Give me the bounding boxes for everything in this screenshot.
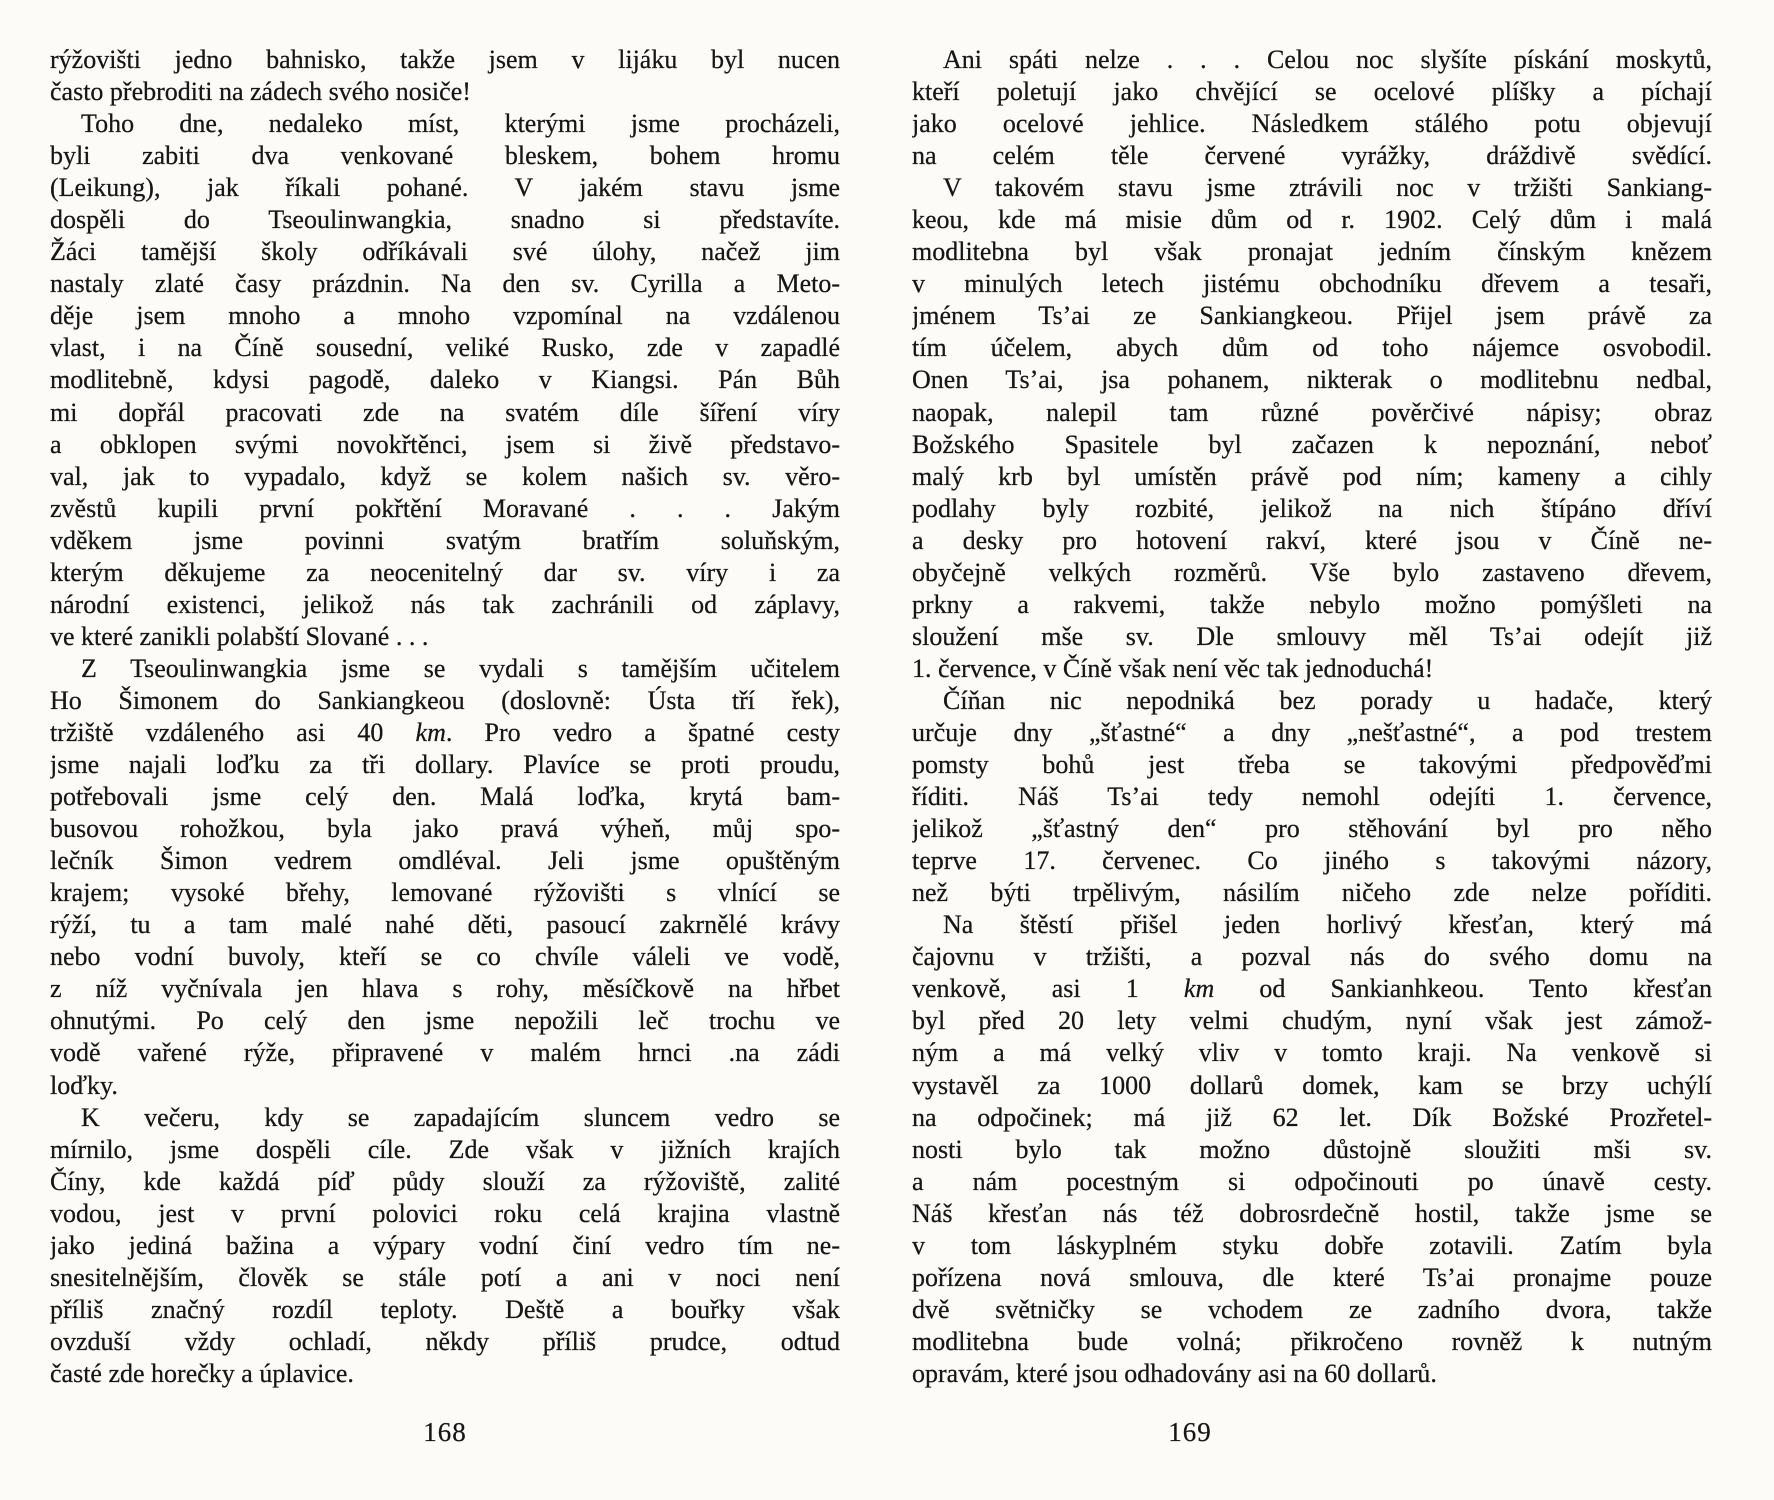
text-line: malý krb byl umístěn právě pod ním; kameny a cihly — [912, 461, 1712, 491]
text-line: K večeru, kdy se zapadajícím sluncem vedro se — [81, 1102, 840, 1132]
text-line: prkny a rakvemi, takže nebylo možno pomýšleti na — [912, 589, 1712, 619]
text-line: a desky pro hotovení rakví, které jsou v Číně ne- — [912, 525, 1712, 555]
text-line: jelikož „šťastný den“ pro stěhování byl pro něho — [912, 814, 1712, 844]
text-line: Číny, kde každá píď půdy slouží za rýžoviště, zalité — [50, 1166, 840, 1196]
text-line: vystavěl za 1000 dollarů domek, kam se brzy uchýlí — [912, 1070, 1712, 1100]
text-line: vodě vařené rýže, připravené v malém hrnci .na zádi — [50, 1038, 840, 1068]
text-line: děje jsem mnoho a mnoho vzpomínal na vzdálenou — [50, 301, 840, 331]
text-line: Ani spáti nelze . . . Celou noc slyšíte pískání moskytů, — [943, 45, 1712, 74]
text-line: Toho dne, nedaleko míst, kterými jsme procházeli, — [81, 109, 840, 139]
text-line: podlahy byly rozbité, jelikož na nich štípáno dříví — [912, 493, 1712, 523]
text-line: ným a má velký vliv v tomto kraji. Na venkově si — [912, 1038, 1712, 1068]
text-line: vlast, i na Číně sousední, veliké Rusko, zde v zapadlé — [50, 333, 840, 363]
text-line: 1. července, v Číně však není věc tak jednoduchá! — [912, 653, 1434, 683]
text-line: byl před 20 lety velmi chudým, nyní však jest zámož- — [912, 1006, 1712, 1036]
text-line: Žáci tamější školy odříkávali své úlohy, načež jim — [50, 237, 840, 267]
text-line: na celém těle červené vyrážky, dráždivě svědící. — [912, 141, 1712, 171]
text-line: jako jediná bažina a výpary vodní činí vedro tím ne- — [50, 1230, 840, 1260]
text-line: časté zde horečky a úplavice. — [50, 1358, 354, 1388]
text-line: z níž vyčnívala jen hlava s rohy, měsíčkově na hřbet — [50, 974, 840, 1004]
text-line: Božského Spasitele byl začazen k nepoznání, neboť — [912, 429, 1712, 459]
text-line: příliš značný rozdíl teploty. Deště a bouřky však — [50, 1294, 840, 1324]
text-line: dvě světničky se vchodem ze zadního dvora, takže — [912, 1294, 1712, 1324]
text-line: tím účelem, abych dům od toho nájemce osvobodil. — [912, 333, 1712, 363]
text-line: ve které zanikli polabští Slované . . . — [50, 621, 429, 651]
text-line: rýží, tu a tam malé nahé děti, pasoucí zakrnělé krávy — [50, 910, 840, 940]
text-line: ohnutými. Po celý den jsme nepožili leč trochu ve — [50, 1006, 840, 1036]
text-line: modlitebně, kdysi pagodě, daleko v Kiangsi. Pán Bůh — [50, 365, 840, 395]
text-line: Číňan nic nepodniká bez porady u hadače, který — [943, 685, 1712, 715]
text-line: Onen Ts’ai, jsa pohanem, nikterak o modlitebnu nedbal, — [912, 365, 1712, 395]
page-number-right: 169 — [1168, 1417, 1212, 1447]
text-line: V takovém stavu jsme ztrávili noc v tržišti Sankiang- — [943, 173, 1712, 203]
text-line: (Leikung), jak říkali pohané. V jakém stavu jsme — [50, 173, 840, 203]
text-line: rýžovišti jedno bahnisko, takže jsem v lijáku byl nucen — [50, 45, 840, 74]
text-line: potřebovali jsme celý den. Malá loďka, krytá bam- — [50, 782, 840, 812]
page-number-left: 168 — [423, 1417, 467, 1447]
text-line: obyčejně velkých rozměrů. Vše bylo zastaveno dřevem, — [912, 557, 1712, 587]
text-line: říditi. Náš Ts’ai tedy nemohl odejíti 1. července, — [912, 782, 1712, 812]
text-line: pořízena nová smlouva, dle které Ts’ai pronajme pouze — [912, 1262, 1712, 1292]
text-line: nebo vodní buvoly, kteří se co chvíle váleli ve vodě, — [50, 942, 840, 972]
text-line: byli zabiti dva venkované bleskem, bohem hromu — [50, 141, 840, 171]
text-line: a obklopen svými novokřtěnci, jsem si živě představo- — [50, 429, 840, 459]
page-right-text — [912, 44, 1712, 1390]
text-line: snesitelnějším, člověk se stále potí a ani v noci není — [50, 1262, 840, 1292]
text-line: busovou rohožkou, byla jako pravá výheň, můj spo- — [50, 814, 840, 844]
text-line: Náš křesťan nás též dobrosrdečně hostil, takže jsme se — [912, 1198, 1712, 1228]
text-line: národní existenci, jelikož nás tak zachránili od záplavy, — [50, 589, 840, 619]
text-line: nastaly zlaté časy prázdnin. Na den sv. Cyrilla a Meto- — [50, 269, 840, 299]
text-line: naopak, nalepil tam různé pověrčivé nápisy; obraz — [912, 397, 1712, 427]
text-line: v tom láskyplném styku dobře zotavili. Zatím byla — [912, 1230, 1712, 1260]
text-line: vděkem jsme povinni svatým bratřím soluňským, — [50, 525, 840, 555]
text-line: zvěstů kupili první pokřtění Moravané . . . Jakým — [50, 493, 840, 523]
text-line: teprve 17. červenec. Co jiného s takovými názory, — [912, 846, 1712, 876]
text-line: opravám, které jsou odhadovány asi na 60 dollarů. — [912, 1358, 1437, 1388]
text-line: Na štěstí přišel jeden horlivý křesťan, který má — [943, 910, 1712, 940]
text-line: modlitebna byl však pronajat jedním čínským knězem — [912, 237, 1712, 267]
text-line: keou, kde má misie dům od r. 1902. Celý dům i malá — [912, 205, 1712, 235]
text-line: venkově, asi 1 km od Sankianhkeou. Tento křesťan — [912, 974, 1712, 1004]
text-line: dospěli do Tseoulinwangkia, snadno si představíte. — [50, 205, 840, 235]
text-line: krajem; vysoké břehy, lemované rýžovišti s vlnící se — [50, 878, 840, 908]
text-line: sloužení mše sv. Dle smlouvy měl Ts’ai odejít již — [912, 621, 1712, 651]
text-line: lečník Šimon vedrem omdléval. Jeli jsme opuštěným — [50, 846, 840, 876]
text-line: čajovnu v tržišti, a pozval nás do svého domu na — [912, 942, 1712, 972]
text-line: jsme najali loďku za tři dollary. Plavíce se proti proudu, — [50, 750, 840, 780]
text-line: kterým děkujeme za neocenitelný dar sv. víry i za — [50, 557, 840, 587]
text-line: nosti bylo tak možno důstojně sloužiti mši sv. — [912, 1134, 1712, 1164]
text-line: na odpočinek; má již 62 let. Dík Božské Prozřetel- — [912, 1102, 1712, 1132]
text-line: často přebroditi na zádech svého nosiče! — [50, 77, 471, 107]
text-line: Z Tseoulinwangkia jsme se vydali s tamějším učitelem — [81, 653, 840, 683]
text-line: jménem Ts’ai ze Sankiangkeou. Přijel jsem právě za — [912, 301, 1712, 331]
text-line: ovzduší vždy ochladí, někdy příliš prudce, odtud — [50, 1326, 840, 1356]
text-line: modlitebna bude volná; přikročeno rovněž k nutným — [912, 1326, 1712, 1356]
text-line: než býti trpělivým, násilím ničeho zde nelze poříditi. — [912, 878, 1712, 908]
text-line: Ho Šimonem do Sankiangkeou (doslovně: Ústa tří řek), — [50, 685, 840, 715]
text-line: mi dopřál pracovati zde na svatém díle šíření víry — [50, 397, 840, 427]
text-line: pomsty bohů jest třeba se takovými předpověďmi — [912, 750, 1712, 780]
page-left-text — [50, 44, 840, 1390]
text-line: jako ocelové jehlice. Následkem stálého potu objevují — [912, 109, 1712, 139]
text-line: loďky. — [50, 1070, 118, 1100]
text-line: určuje dny „šťastné“ a dny „nešťastné“, a pod trestem — [912, 717, 1712, 747]
text-line: v minulých letech jistému obchodníku dřevem a tesaři, — [912, 269, 1712, 299]
text-line: val, jak to vypadalo, když se kolem našich sv. věro- — [50, 461, 840, 491]
text-line: vodou, jest v první polovici roku celá krajina vlastně — [50, 1198, 840, 1228]
text-line: kteří poletují jako chvějící se ocelové plíšky a píchají — [912, 77, 1712, 107]
text-line: a nám pocestným si odpočinouti po únavě cesty. — [912, 1166, 1712, 1196]
text-line: tržiště vzdáleného asi 40 km. Pro vedro a špatné cesty — [50, 717, 840, 747]
text-line: mírnilo, jsme dospěli cíle. Zde však v jižních krajích — [50, 1134, 840, 1164]
